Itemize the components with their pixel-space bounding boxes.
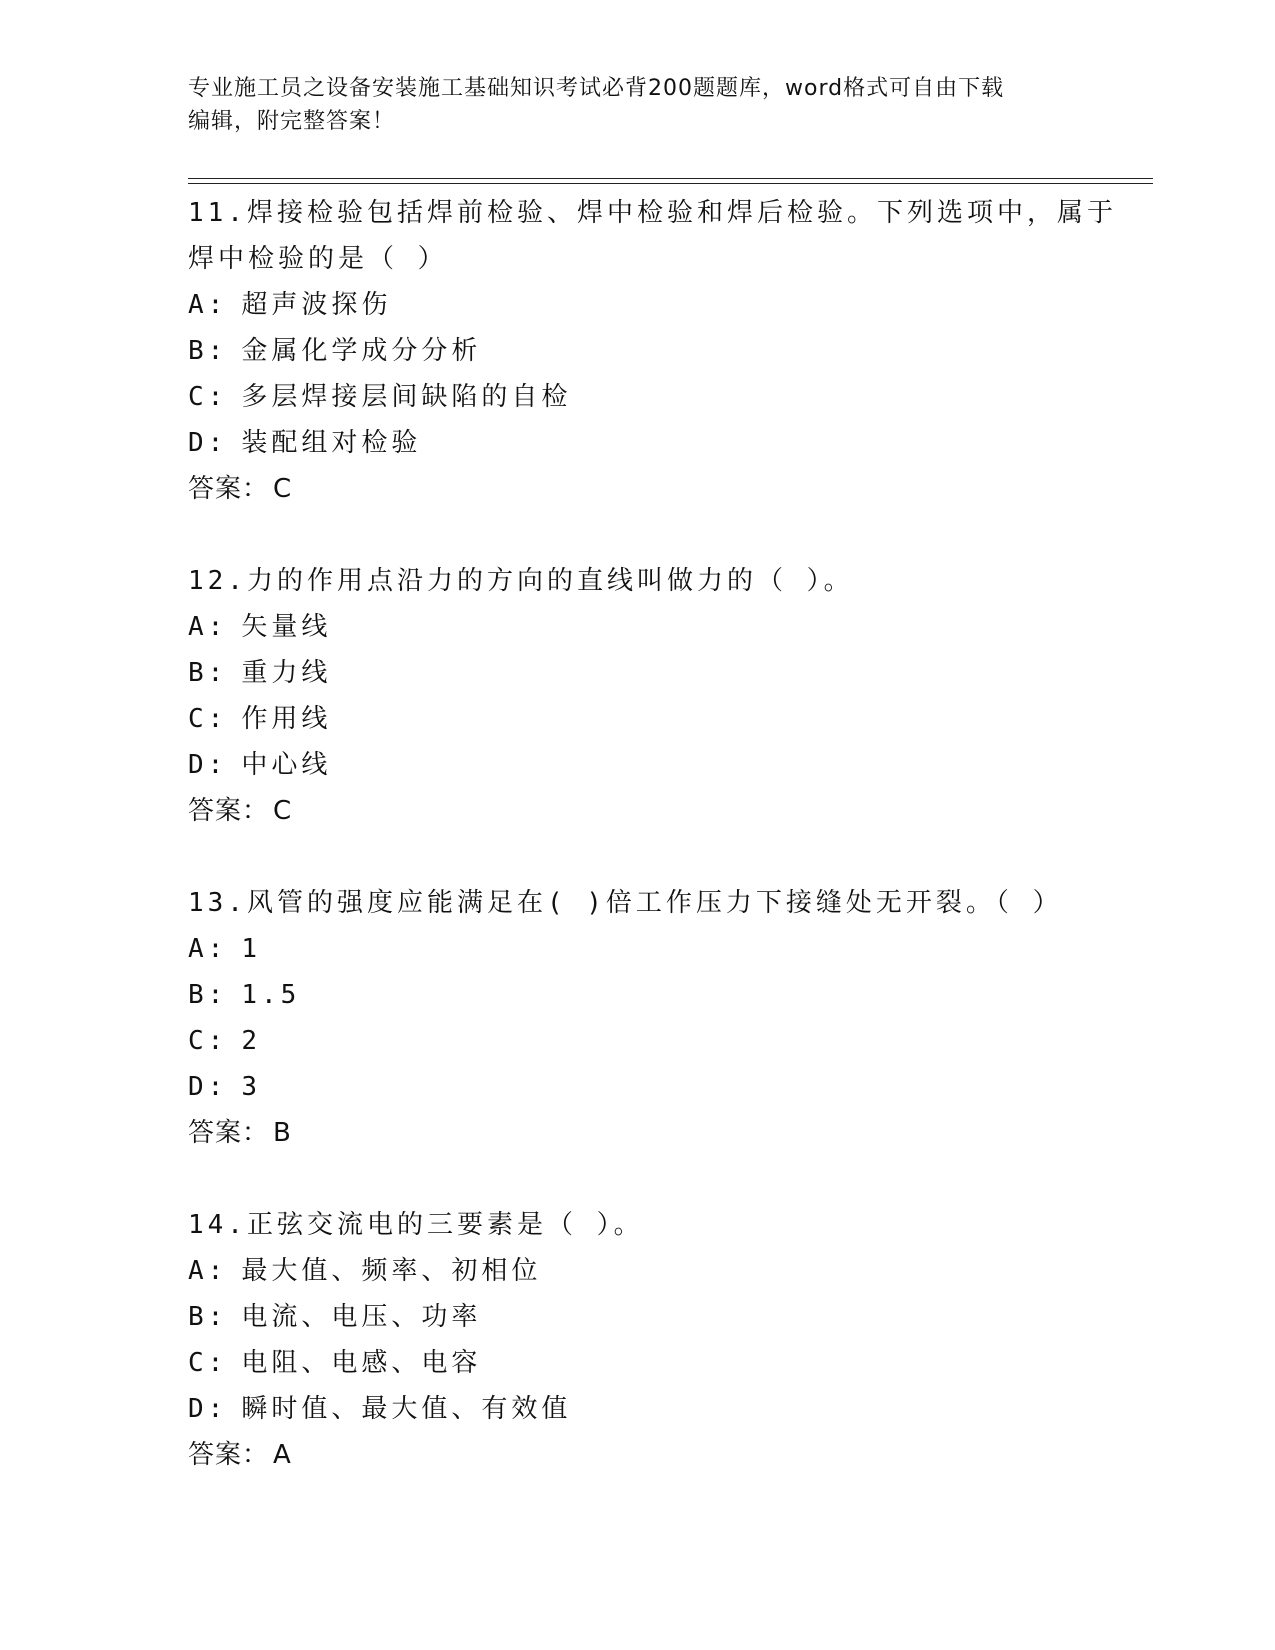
option-d [188,742,1128,788]
question-item [188,1202,1128,1478]
option-a [188,926,1128,972]
question-item [188,190,1128,512]
question-stem: 14.正弦交流电的三要素是（ ）。 [188,1210,644,1240]
option-text: 瞬时值、最大值、有效值 [241,1394,572,1424]
option-d [188,420,1128,466]
option-text: 电阻、电感、电容 [241,1348,482,1378]
option-text: 多层焊接层间缺陷的自检 [241,382,572,412]
option-text: 1.5 [241,980,301,1010]
option-text: 金属化学成分分析 [241,336,482,366]
option-b [188,650,1128,696]
option-key: B: [188,1302,228,1332]
header-line-2: 编辑，附完整答案！ [188,109,396,134]
header-divider-bottom [188,183,1153,184]
option-c [188,1340,1128,1386]
answer-value: B [273,1118,292,1148]
question-stem-continued: 焊中检验的是（ ） [188,244,448,274]
answer [188,788,1128,834]
option-key: B: [188,980,228,1010]
option-key: A: [188,612,228,642]
answer-label: 答案： [188,1118,270,1148]
question-stem: 13.风管的强度应能满足在( )倍工作压力下接缝处无开裂。（ ） [188,888,1063,918]
answer [188,466,1128,512]
option-d [188,1064,1128,1110]
question-item [188,880,1128,1156]
question-stem: 11.焊接检验包括焊前检验、焊中检验和焊后检验。下列选项中，属于 [188,198,1117,228]
answer-label: 答案： [188,796,270,826]
option-text: 中心线 [241,750,332,780]
answer-value: C [273,796,293,826]
option-key: A: [188,290,228,320]
question-stem: 12.力的作用点沿力的方向的直线叫做力的（ ）。 [188,566,854,596]
answer-value: A [273,1440,292,1470]
question-list [188,190,1128,1524]
option-key: D: [188,1072,228,1102]
header-line-1: 专业施工员之设备安装施工基础知识考试必背200题题库，word格式可自由下载 [188,76,1005,101]
option-text: 超声波探伤 [241,290,392,320]
option-text: 2 [241,1026,261,1056]
option-key: D: [188,1394,228,1424]
option-c [188,374,1128,420]
option-key: A: [188,1256,228,1286]
option-c [188,1018,1128,1064]
option-b [188,1294,1128,1340]
option-key: A: [188,934,228,964]
option-text: 最大值、频率、初相位 [241,1256,542,1286]
option-text: 重力线 [241,658,332,688]
option-b [188,328,1128,374]
option-text: 装配组对检验 [241,428,422,458]
option-key: C: [188,382,228,412]
option-text: 1 [241,934,261,964]
option-text: 矢量线 [241,612,332,642]
option-key: C: [188,1348,228,1378]
option-key: C: [188,1026,228,1056]
option-key: B: [188,336,228,366]
option-b [188,972,1128,1018]
answer-value: C [273,474,293,504]
option-key: D: [188,428,228,458]
option-text: 电流、电压、功率 [241,1302,482,1332]
option-key: D: [188,750,228,780]
option-a [188,1248,1128,1294]
option-text: 作用线 [241,704,332,734]
option-text: 3 [241,1072,261,1102]
question-item [188,558,1128,834]
header-divider-top [188,178,1153,179]
answer [188,1110,1128,1156]
option-a [188,282,1128,328]
answer [188,1432,1128,1478]
option-d [188,1386,1128,1432]
answer-label: 答案： [188,474,270,504]
option-a [188,604,1128,650]
option-key: C: [188,704,228,734]
answer-label: 答案： [188,1440,270,1470]
document-header [188,72,1088,138]
option-c [188,696,1128,742]
option-key: B: [188,658,228,688]
